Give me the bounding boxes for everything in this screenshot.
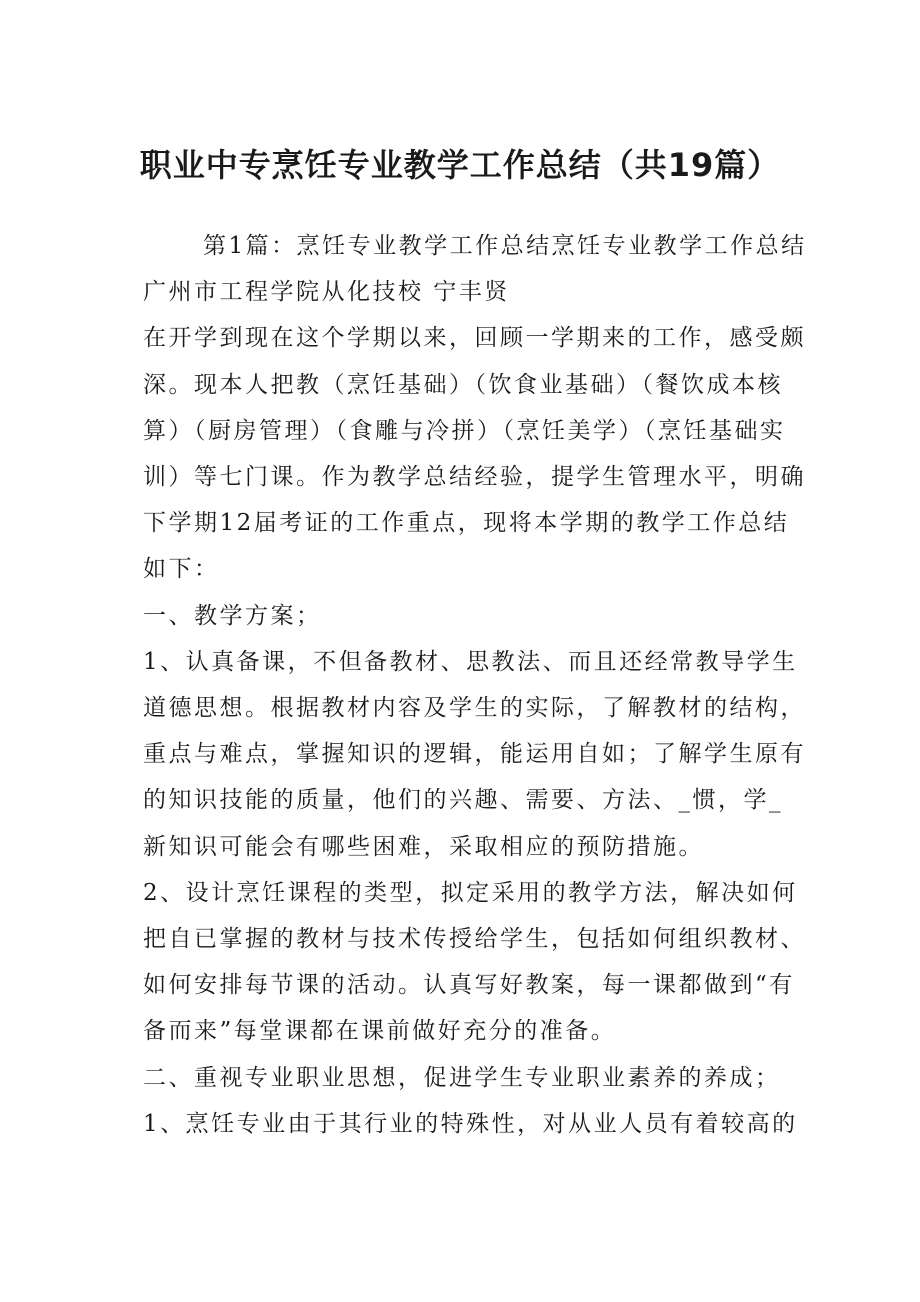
document-body <box>143 223 807 1147</box>
paragraph-item-2: 2、设计烹饪课程的类型，拟定采用的教学方法，解决如何把自已掌握的教材与技术传授给学生，包括如何组织教材、如何安排每节课的活动。认真写好教案，每一课都做到“有备而来”每堂课都在课前做好充分的准备。 <box>143 879 806 1045</box>
paragraph-item-3: 1、烹饪专业由于其行业的特殊性，对从业人员有着较高的 <box>143 1110 798 1137</box>
section-heading-teaching-plan: 一、教学方案； <box>143 602 322 629</box>
paragraph-item-1: 1、认真备课，不但备教材、思教法、而且还经常教导学生道德思想。根据教材内容及学生的实际，了解教材的结构，重点与难点，掌握知识的逻辑，能运用自如；了解学生原有的知识技能的质量，他们的兴趣、需要、方法、_惯，学_新知识可能会有哪些困难，采取相应的预防措施。 <box>143 648 806 860</box>
paragraph-author: 广州市工程学院从化技校 宁丰贤 <box>143 279 510 306</box>
document-title: 职业中专烹饪专业教学工作总结（共19篇） <box>139 146 781 184</box>
section-heading-professional-ethics: 二、重视专业职业思想，促进学生专业职业素养的养成； <box>143 1064 781 1091</box>
paragraph-intro: 在开学到现在这个学期以来，回顾一学期来的工作，感受颇深。现本人把教（烹饪基础）（饮食业基础）（餐饮成本核算）（厨房管理）（食雕与冷拼）（烹饪美学）（烹饪基础实训）等七门课。作为教学总结经验，提学生管理水平，明确下学期12届考证的工作重点，现将本学期的教学工作总结如下： <box>143 325 806 583</box>
paragraph-chapter-heading: 第1篇：烹饪专业教学工作总结烹饪专业教学工作总结 <box>203 233 807 259</box>
